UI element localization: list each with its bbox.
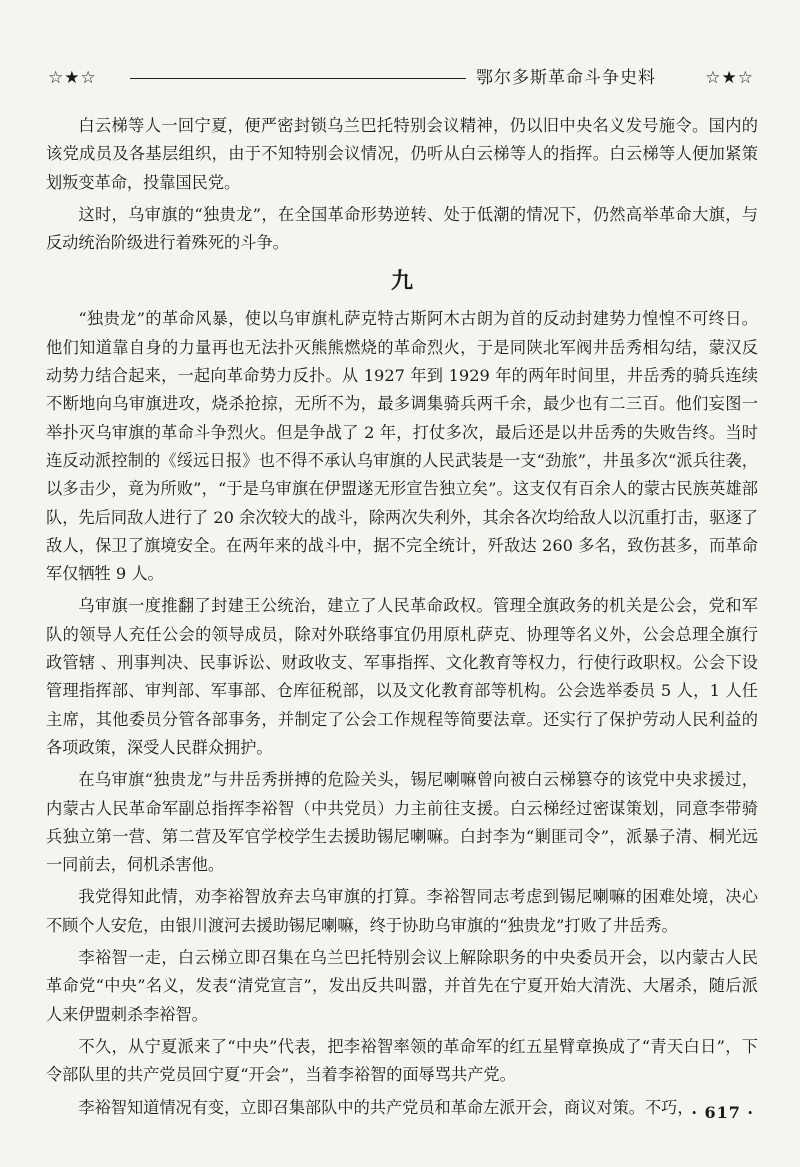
paragraph: 不久，从宁夏派来了“中央”代表，把李裕智率领的革命军的红五星臂章换成了“青天白日”，下令部队里的共产党员回宁夏“开会”，当着李裕智的面辱骂共产党。 xyxy=(46,1036,758,1085)
star-ornament-right-icon: ☆★☆ xyxy=(705,68,754,88)
paragraph: 白云梯等人一回宁夏，便严密封锁乌兰巴托特别会议精神，仍以旧中央名义发号施令。国内的该党成员及各基层组织，由于不知特别会议情况，仍听从白云梯等人的指挥。白云梯等人便加紧策划叛变革命，投靠国民党。 xyxy=(46,116,758,192)
running-header xyxy=(48,66,754,92)
paragraph: 我党得知此情，劝李裕智放弃去乌审旗的打算。李裕智同志考虑到锡尼喇嘛的困难处境，决心不顾个人安危，由银川渡河去援助锡尼喇嘛，终于协助乌审旗的“独贵龙”打败了井岳秀。 xyxy=(46,887,758,935)
star-ornament-left-icon: ☆★☆ xyxy=(48,68,97,88)
header-rule xyxy=(130,78,466,79)
paragraph: 李裕智知道情况有变，立即召集部队中的共产党员和革命左派开会，商议对策。不巧， xyxy=(78,1097,694,1117)
paragraph: 在乌审旗“独贵龙”与井岳秀拼搏的危险关头，锡尼喇嘛曾向被白云梯篡夺的该党中央求援过，内蒙古人民革命军副总指挥李裕智（中共党员）力主前往支援。白云梯经过密谋策划，同意李带骑兵独立第一营、第二营及军官学校学生去援助锡尼喇嘛。白封李为“剿匪司令”，派暴子清、桐光远一同前去，伺机杀害他。 xyxy=(46,770,758,875)
paragraph: “独贵龙”的革命风暴，使以乌审旗札萨克特古斯阿木古朗为首的反动封建势力惶惶不可终日。他们知道靠自身的力量再也无法扑灭熊熊燃烧的革命烈火，于是同陕北军阀井岳秀相勾结，蒙汉反动势力结合起来，一起向革命势力反扑。从 1927 年到 1929 年的两年时间里，井岳秀的骑兵连续不断地向乌审旗进攻，烧杀抢掠，无所不为，最多调集骑兵两千余，最少也有二三百。他们妄图一举扑灭乌审旗的革命斗争烈火。但是争战了 2 年，打仗多次，最后还是以井岳秀的失败告终。当时连反动派控制的《绥远日报》也不得不承认乌审旗的人民武装是一支“劲旅”，井虽多次“派兵往袭，以多击少，竟为所败”，“于是乌审旗在伊盟遂无形宣告独立矣”。这支仅有百余人的蒙古民族英雄部队，先后同敌人进行了 20 余次较大的战斗，除两次失利外，其余各次均给敌人以沉重打击，驱逐了敌人，保卫了旗境安全。在两年来的战斗中，据不完全统计，歼敌达 260 多名，致伤甚多，而革命军仅牺牲 9 人。 xyxy=(46,309,758,584)
paragraph: 乌审旗一度推翻了封建王公统治，建立了人民革命政权。管理全旗政务的机关是公会，党和军队的领导人充任公会的领导成员，除对外联络事宜仍用原札萨克、协理等名义外，公会总理全旗行政管辖 、刑事判决、民事诉讼、财政收支、军事指挥、文化教育等权力，行使行政职权。公会下设管理指挥部、审判部、军事部、仓库征税部，以及文化教育部等机构。公会选举委员 5 人，1 人任主席，其他委员分管各部事务，并制定了公会工作规程等简要法章。还实行了保护劳动人民利益的各项政策，深受人民群众拥护。 xyxy=(46,596,758,757)
page-number: · 617 · xyxy=(691,1103,754,1122)
section-heading: 九 xyxy=(390,268,413,295)
page-body xyxy=(46,112,758,1122)
paragraph: 这时，乌审旗的“独贵龙”，在全国革命形势逆转、处于低潮的情况下，仍然高举革命大旗，与反动统治阶级进行着殊死的斗争。 xyxy=(46,204,758,253)
running-title: 鄂尔多斯革命斗争史料 xyxy=(476,68,656,88)
paragraph: 李裕智一走，白云梯立即召集在乌兰巴托特别会议上解除职务的中央委员开会，以内蒙古人民革命党“中央”名义，发表“清党宣言”，发出反共叫嚣，并首先在宁夏开始大清洗、大屠杀，随后派人来伊盟刺杀李裕智。 xyxy=(46,948,758,1024)
